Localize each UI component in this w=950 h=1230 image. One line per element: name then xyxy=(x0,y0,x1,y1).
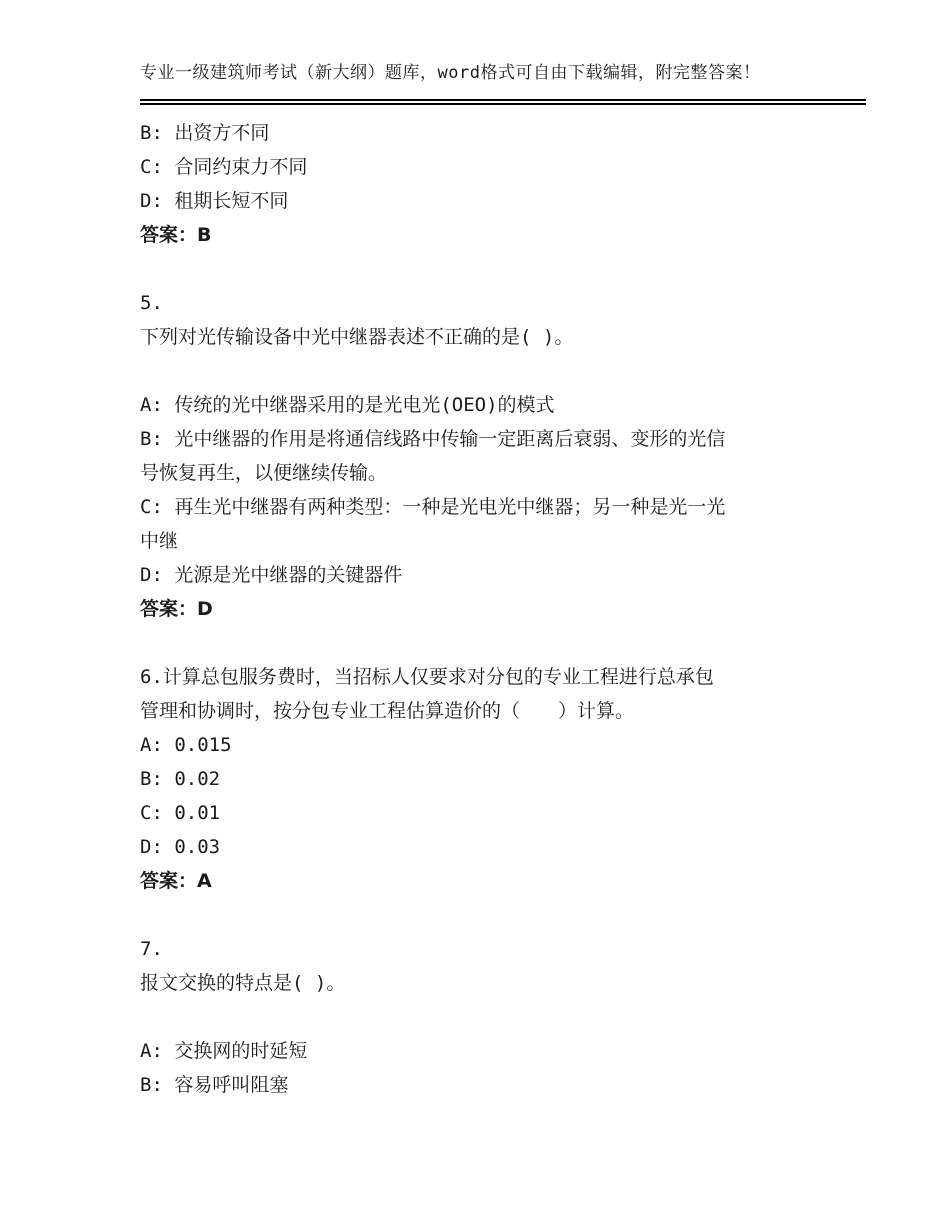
q7-option-b: B: 容易呼叫阻塞 xyxy=(140,1074,289,1096)
q4-option-b: B: 出资方不同 xyxy=(140,122,270,144)
q7-option-a: A: 交换网的时延短 xyxy=(140,1040,308,1062)
q6-option-b: B: 0.02 xyxy=(140,768,221,790)
spacer xyxy=(140,252,820,286)
q6-option-d: D: 0.03 xyxy=(140,836,221,858)
q7-stem: 报文交换的特点是( )。 xyxy=(140,972,346,994)
q6-option-a: A: 0.015 xyxy=(140,734,232,756)
page-header: 专业一级建筑师考试（新大纲）题库，word格式可自由下载编辑，附完整答案！ xyxy=(140,63,761,83)
spacer xyxy=(140,354,820,388)
q5-option-c-line1: C: 再生光中继器有两种类型：一种是光电光中继器；另一种是光一光 xyxy=(140,496,726,518)
q5-option-b-line1: B: 光中继器的作用是将通信线路中传输一定距离后衰弱、变形的光信 xyxy=(140,428,726,450)
q5-option-b-line2: 号恢复再生，以便继续传输。 xyxy=(140,462,388,484)
q5-answer: 答案：D xyxy=(140,598,213,620)
question-content xyxy=(140,116,820,1102)
q5-option-a: A: 传统的光中继器采用的是光电光(OEO)的模式 xyxy=(140,394,555,416)
header-rule-top xyxy=(140,99,866,101)
spacer xyxy=(140,626,820,660)
q7-number: 7. xyxy=(140,938,163,960)
q6-answer: 答案：A xyxy=(140,870,212,892)
header-rule-bottom xyxy=(140,103,866,105)
q6-option-c: C: 0.01 xyxy=(140,802,221,824)
q6-stem-line2: 管理和协调时，按分包专业工程估算造价的（ ）计算。 xyxy=(140,700,635,722)
q4-option-d: D: 租期长短不同 xyxy=(140,190,289,212)
spacer xyxy=(140,1000,820,1034)
q5-option-c-line2: 中继 xyxy=(140,530,179,552)
q4-option-c: C: 合同约束力不同 xyxy=(140,156,308,178)
q4-answer: 答案：B xyxy=(140,224,212,246)
q5-number: 5. xyxy=(140,292,163,314)
spacer xyxy=(140,898,820,932)
q6-stem-line1: 6.计算总包服务费时，当招标人仅要求对分包的专业工程进行总承包 xyxy=(140,666,714,688)
q5-option-d: D: 光源是光中继器的关键器件 xyxy=(140,564,403,586)
q5-stem: 下列对光传输设备中光中继器表述不正确的是( )。 xyxy=(140,326,574,348)
